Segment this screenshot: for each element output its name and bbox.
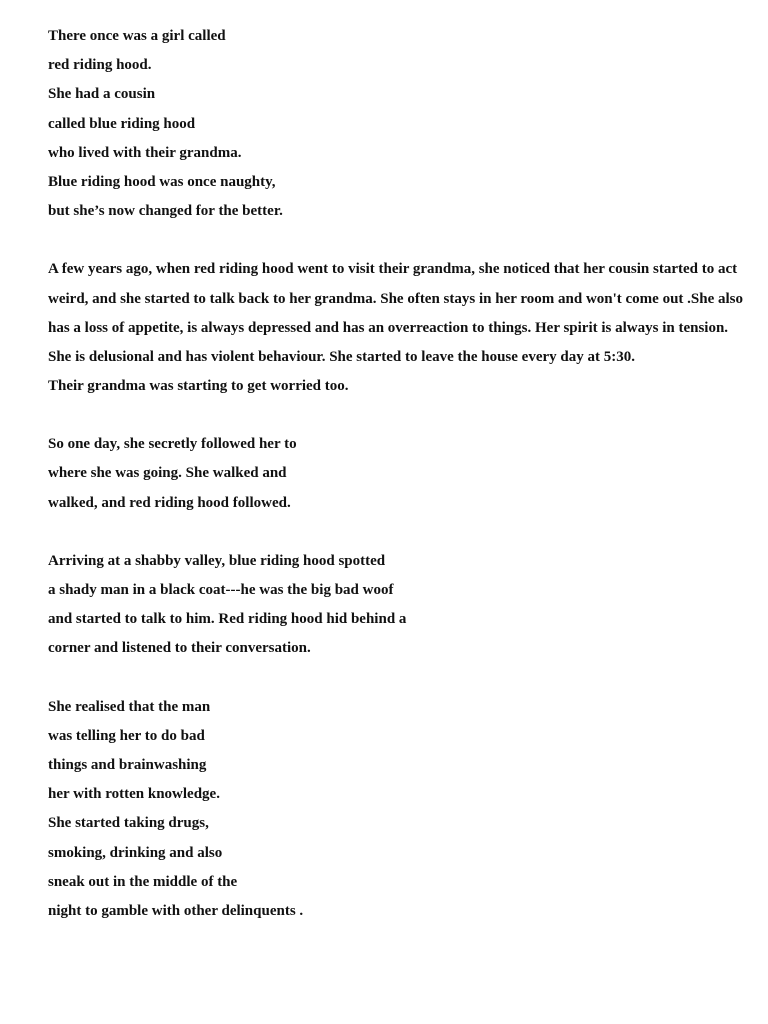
text-line: She started taking drugs, [48, 815, 209, 832]
text-line: was telling her to do bad [48, 727, 205, 744]
text-line: and started to talk to him. Red riding hood hid behind a [48, 611, 407, 628]
paragraph-1 [48, 22, 748, 226]
text-line: a shady man in a black coat---he was the big bad woof [48, 582, 394, 598]
text-line: Their grandma was starting to get worried too. [48, 378, 349, 395]
paragraph-5 [48, 693, 748, 927]
text-line: She realised that the man [48, 698, 211, 715]
text-line: who lived with their grandma. [48, 144, 242, 161]
text-line: walked, and red riding hood followed. [48, 494, 291, 511]
text-line: sneak out in the middle of the [48, 873, 238, 890]
text-line: Blue riding hood was once naughty, [48, 173, 276, 190]
text-line: There once was a girl called [48, 28, 226, 44]
text-line: has a loss of appetite, is always depressed and has an overreaction to things. Her spirit is always in tension. [48, 319, 729, 336]
text-line: She had a cousin [48, 86, 156, 103]
paragraph-2 [48, 255, 748, 401]
text-line: where she was going. She walked and [48, 465, 287, 482]
text-line: red riding hood. [48, 57, 152, 74]
text-line: So one day, she secretly followed her to [48, 436, 297, 453]
text-line: She is delusional and has violent behaviour. She started to leave the house every day at 5:30. [48, 348, 635, 365]
text-line: Arriving at a shabby valley, blue riding hood spotted [48, 552, 386, 569]
text-line: but she’s now changed for the better. [48, 203, 283, 220]
document-page [48, 22, 748, 955]
text-line: weird, and she started to talk back to her grandma. She often stays in her room and won't come out .She also [48, 290, 744, 307]
text-line: A few years ago, when red riding hood went to visit their grandma, she noticed that her cousin started to act [48, 261, 738, 278]
text-line: corner and listened to their conversation. [48, 640, 311, 657]
paragraph-4 [48, 547, 748, 664]
text-line: called blue riding hood [48, 115, 196, 132]
text-line: things and brainwashing [48, 756, 207, 773]
text-line: her with rotten knowledge. [48, 786, 220, 803]
text-line: night to gamble with other delinquents . [48, 902, 304, 919]
paragraph-3 [48, 430, 748, 518]
text-line: smoking, drinking and also [48, 844, 223, 861]
